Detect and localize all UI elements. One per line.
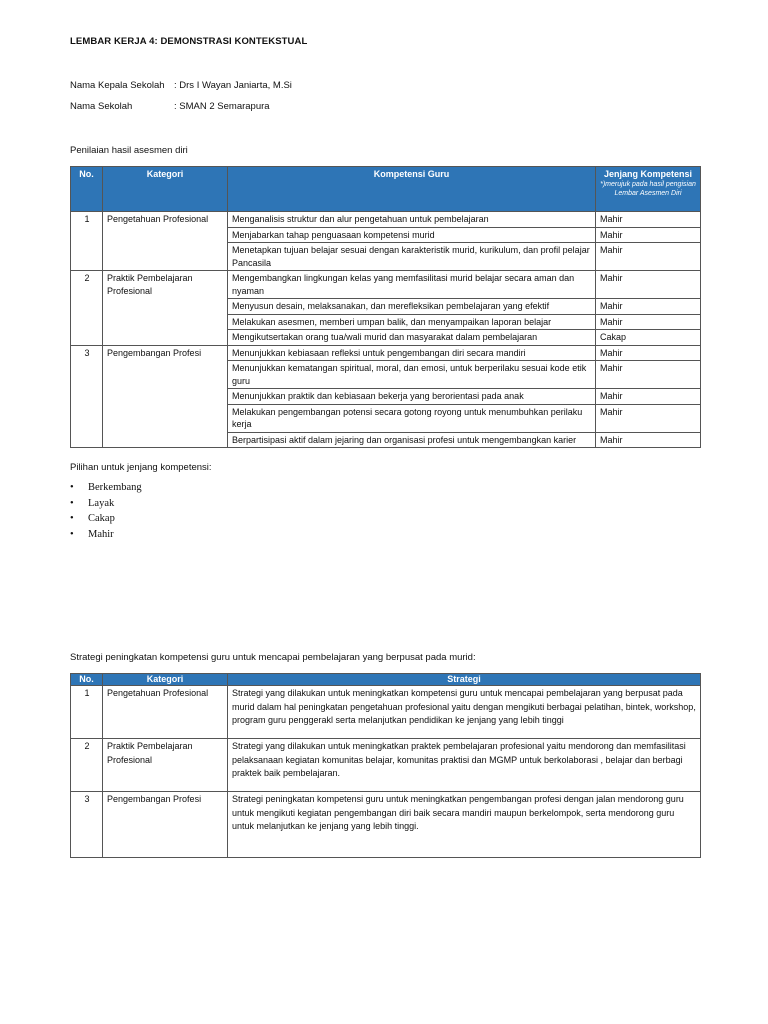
row-jenjang: Mahir [596,361,701,389]
row-strategi: Strategi yang dilakukan untuk meningkatkan kompetensi guru untuk mencapai pembelajaran yang berpusat pada murid dalam hal peningkatan pengetahuan profesional yaitu dengan mengikuti berbagai pelatihan, bintek, workshop, program guru penggerakl serta melanjutkan pendidikan ke jenjang yang lebih tinggi [228,686,701,739]
header-kompetensi: Kompetensi Guru [228,167,596,212]
table-row [71,686,701,739]
option-label: Berkembang [88,482,142,493]
header-kategori: Kategori [103,674,228,686]
row-kategori: Pengetahuan Profesional [103,212,228,271]
strategy-label: Strategi peningkatan kompetensi guru untuk mencapai pembelajaran yang berpusat pada murid: [70,652,476,663]
row-kategori: Pengembangan Profesi [103,792,228,858]
row-jenjang: Mahir [596,345,701,361]
row-jenjang: Mahir [596,243,701,271]
option-label: Layak [88,497,115,509]
bullet-icon: • [70,497,74,509]
row-kategori: Pengetahuan Profesional [103,686,228,739]
row-jenjang: Mahir [596,389,701,405]
row-no: 3 [71,345,103,448]
list-item [70,496,142,512]
table-row [71,739,701,792]
row-kompetensi: Mengembangkan lingkungan kelas yang memfasilitasi murid belajar secara aman dan nyaman [228,271,596,299]
row-strategi: Strategi yang dilakukan untuk meningkatkan praktek pembelajaran profesional yaitu mendorong dan memfasilitasi pelaksanaan kegiatan komunitas belajar, komunitas praktisi dan MGMP untuk berkolaborasi , belajar dan berbagi praktek baik pembelajaran. [228,739,701,792]
list-item [70,511,142,527]
bullet-icon: • [70,482,74,493]
row-no: 2 [71,271,103,346]
option-label: Cakap [88,513,115,524]
competency-table [70,166,701,448]
bullet-icon: • [70,513,74,524]
table-header-row [71,167,701,212]
table-row [71,212,701,228]
assessment-label: Penilaian hasil asesmen diri [70,145,188,156]
row-kategori: Praktik Pembelajaran Profesional [103,739,228,792]
header-jenjang [596,167,701,212]
row-jenjang: Mahir [596,404,701,432]
row-kompetensi: Menunjukkan kematangan spiritual, moral, dan emosi, untuk berperilaku sesuai kode etik guru [228,361,596,389]
document-title: LEMBAR KERJA 4: DEMONSTRASI KONTEKSTUAL [70,36,308,47]
row-kompetensi: Menyusun desain, melaksanakan, dan merefleksikan pembelajaran yang efektif [228,299,596,315]
row-no: 1 [71,686,103,739]
row-kompetensi: Menunjukkan kebiasaan refleksi untuk pengembangan diri secara mandiri [228,345,596,361]
bullet-icon: • [70,528,74,540]
row-kompetensi: Mengikutsertakan orang tua/wali murid dan masyarakat dalam pembelajaran [228,330,596,346]
table-row [71,345,701,361]
row-kompetensi: Melakukan pengembangan potensi secara gotong royong untuk menumbuhkan perilaku kerja [228,404,596,432]
row-jenjang: Mahir [596,432,701,448]
row-jenjang: Mahir [596,227,701,243]
info-label: Nama Sekolah [70,101,133,112]
row-kompetensi: Menjabarkan tahap penguasaan kompetensi murid [228,227,596,243]
table-row [71,792,701,858]
row-no: 1 [71,212,103,271]
row-jenjang: Mahir [596,212,701,228]
row-kompetensi: Berpartisipasi aktif dalam jejaring dan organisasi profesi untuk mengembangkan karier [228,432,596,448]
header-kategori: Kategori [103,167,228,212]
row-kompetensi: Menganalisis struktur dan alur pengetahuan untuk pembelajaran [228,212,596,228]
row-strategi: Strategi peningkatan kompetensi guru untuk meningkatkan pengembangan profesi dengan jalan mendorong guru untuk mengikuti kegiatan pengembangan diri baik secara mandiri maupun berkelompok, serta mendorong guru untuk melanjutkan ke jenjang yang lebih tinggi. [228,792,701,858]
info-row-principal [70,80,292,91]
table-row [71,271,701,299]
info-row-school [70,101,270,112]
row-kompetensi: Melakukan asesmen, memberi umpan balik, dan menyampaikan laporan belajar [228,314,596,330]
row-kategori: Pengembangan Profesi [103,345,228,448]
row-no: 3 [71,792,103,858]
header-jenjang-note: *)merujuk pada hasil pengisian Lembar Asesmen Diri [600,181,696,197]
table-header-row [71,674,701,686]
header-strategi: Strategi [228,674,701,686]
header-jenjang-label: Jenjang Kompetensi [603,169,693,179]
list-item [70,480,142,496]
row-jenjang: Mahir [596,271,701,299]
row-no: 2 [71,739,103,792]
options-label: Pilihan untuk jenjang kompetensi: [70,462,212,473]
row-kompetensi: Menunjukkan praktik dan kebiasaan bekerja yang berorientasi pada anak [228,389,596,405]
info-label: Nama Kepala Sekolah [70,80,165,91]
header-no: No. [71,674,103,686]
row-jenjang: Mahir [596,314,701,330]
option-label: Mahir [88,528,114,540]
strategy-table [70,673,701,858]
info-value: : Drs I Wayan Janiarta, M.Si [174,80,292,91]
info-value: : SMAN 2 Semarapura [174,101,270,112]
header-no: No. [71,167,103,212]
options-list [70,480,142,542]
row-kategori: Praktik Pembelajaran Profesional [103,271,228,346]
row-kompetensi: Menetapkan tujuan belajar sesuai dengan karakteristik murid, kurikulum, dan profil pelajar Pancasila [228,243,596,271]
list-item [70,527,142,543]
row-jenjang: Mahir [596,299,701,315]
row-jenjang: Cakap [596,330,701,346]
